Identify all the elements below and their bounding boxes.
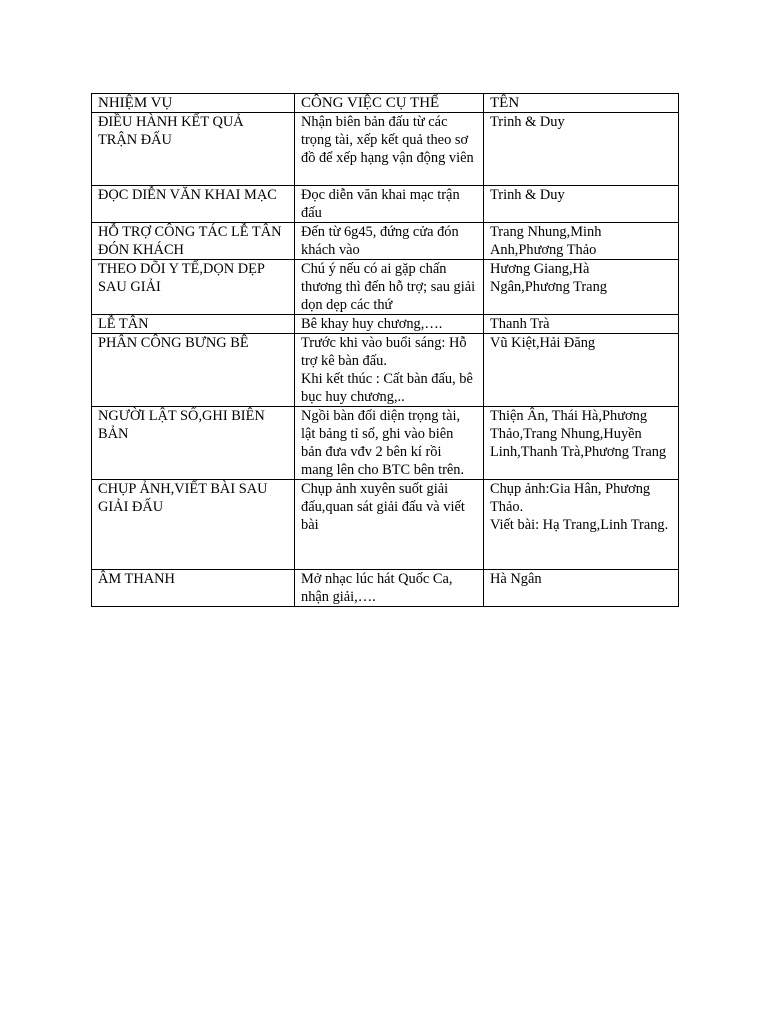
table-row [92,334,679,407]
task-cell: LỄ TÂN [92,315,295,334]
table-row [92,223,679,260]
detail-cell: Mở nhạc lúc hát Quốc Ca, nhận giải,…. [295,570,484,607]
task-cell: ĐIỀU HÀNH KẾT QUẢ TRẬN ĐẤU [92,113,295,186]
task-cell: THEO DÕI Y TẾ,DỌN DẸP SAU GIẢI [92,260,295,315]
detail-cell: Chú ý nếu có ai gặp chấn thương thì đến hỗ trợ; sau giải dọn dẹp các thứ [295,260,484,315]
table-row [92,480,679,570]
name-cell: Trinh & Duy [484,113,679,186]
table-row [92,315,679,334]
detail-cell: Đọc diễn văn khai mạc trận đấu [295,186,484,223]
name-cell: Trinh & Duy [484,186,679,223]
detail-cell: Ngồi bàn đối diện trọng tài, lật bảng tỉ số, ghi vào biên bản đưa vđv 2 bên kí rồi mang lên cho BTC bên trên. [295,407,484,480]
task-cell: CHỤP ẢNH,VIẾT BÀI SAU GIẢI ĐẤU [92,480,295,570]
table-row [92,260,679,315]
table-header-row [92,94,679,113]
header-task: NHIỆM VỤ [92,94,295,113]
task-cell: HỖ TRỢ CÔNG TÁC LỄ TÂN ĐÓN KHÁCH [92,223,295,260]
detail-cell: Chụp ảnh xuyên suốt giải đấu,quan sát giải đấu và viết bài [295,480,484,570]
detail-cell: Nhận biên bản đấu từ các trọng tài, xếp kết quả theo sơ đồ để xếp hạng vận động viên [295,113,484,186]
name-cell: Hương Giang,Hà Ngân,Phương Trang [484,260,679,315]
header-detail: CÔNG VIỆC CỤ THỂ [295,94,484,113]
table-row [92,570,679,607]
name-cell: Vũ Kiệt,Hải Đăng [484,334,679,407]
assignment-table [91,93,679,607]
name-cell: Hà Ngân [484,570,679,607]
name-cell: Chụp ảnh:Gia Hân, Phương Thảo. Viết bài: Hạ Trang,Linh Trang. [484,480,679,570]
task-cell: PHÂN CÔNG BƯNG BÊ [92,334,295,407]
task-cell: ĐỌC DIỄN VĂN KHAI MẠC [92,186,295,223]
header-name: TÊN [484,94,679,113]
detail-cell: Bê khay huy chương,…. [295,315,484,334]
table-row [92,113,679,186]
table-row [92,407,679,480]
name-cell: Thiện Ân, Thái Hà,Phương Thảo,Trang Nhung,Huyền Linh,Thanh Trà,Phương Trang [484,407,679,480]
task-cell: ÂM THANH [92,570,295,607]
name-cell: Thanh Trà [484,315,679,334]
name-cell: Trang Nhung,Minh Anh,Phương Thảo [484,223,679,260]
detail-cell: Trước khi vào buổi sáng: Hỗ trợ kê bàn đấu. Khi kết thúc : Cất bàn đấu, bê bục huy chương,.. [295,334,484,407]
table-row [92,186,679,223]
task-cell: NGƯỜI LẬT SỐ,GHI BIÊN BẢN [92,407,295,480]
detail-cell: Đến từ 6g45, đứng cửa đón khách vào [295,223,484,260]
